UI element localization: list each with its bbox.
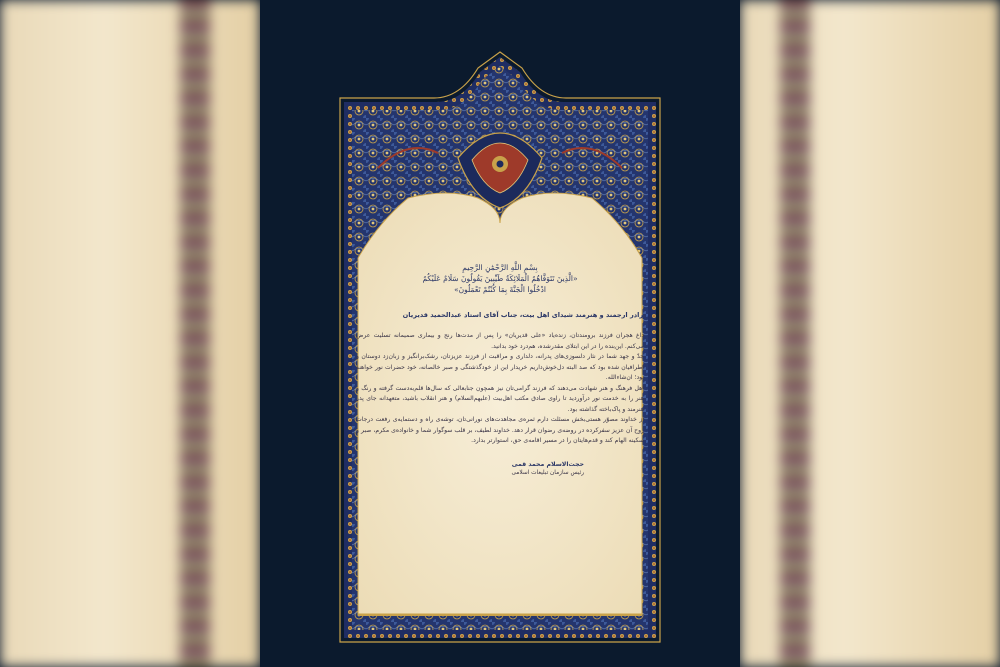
blurred-background-right xyxy=(740,0,1000,667)
basmala-verse xyxy=(350,262,650,295)
signature-title: رئیس سازمان تبلیغات اسلامی xyxy=(511,469,584,476)
addressee: برادر ارجمند و هنرمند شیدای اهل بیت، جناب آقای استاد عبدالحمید قدیریان xyxy=(402,311,646,319)
condolence-letter xyxy=(350,262,650,592)
basmala: بِسْمِ اللَّهِ الرَّحْمَٰنِ الرَّحِيمِ xyxy=(462,263,538,272)
verse-line-1: «الَّذِينَ تَتَوَفَّاهُمُ الْمَلَائِكَةُ طَيِّبِينَ يَقُولُونَ سَلَامٌ عَلَيْكُمُ xyxy=(422,274,578,283)
paragraph-2: جدّ و جهد شما در نثار دلسوزی‌های پدرانه، دلداری و مراقبت از فرزند عزیزتان، رشک‌برانگیز و زبان‌زد دوستان و اطرافیان شده بود که صد البته دل‌خوش‌داریم خریدار این از خودگذشتگی و صبر خالصانه، خود حضرات نور خواهند بود؛ ان‌شاءالله. xyxy=(356,353,644,381)
signature-name: حجت‌الاسلام محمد قمی xyxy=(511,460,584,468)
blurred-background-left xyxy=(0,0,260,667)
paragraph-4: از خداوند مصوّر هستی‌بخش مسئلت دارم ثمره‌ی مجاهدت‌های نورانی‌تان، توشه‌ی راه و دستمایه‌ی رفعت درجات روح آن عزیز سفرکرده در روضه‌ی رضوان قرار دهد. خداوند لطیف، بر قلب سوگوار شما و خانواده‌ی مکرم، صبر و سکینه الهام کند و قدم‌هایتان را در مسیر اقامه‌ی حق، استوارتر بدارد. xyxy=(356,416,644,444)
paragraph-1: داغ هجران فرزند برومندتان، زنده‌یاد «علی قدیریان» را پس از مدت‌ها رنج و بیماری صمیمانه تسلیت عرض می‌کنم. این‌بنده را در این ابتلای مقدرشده، هم‌درد خود بدانید. xyxy=(356,332,644,350)
paragraph-3: اهل فرهنگ و هنر شهادت می‌دهند که فرزند گرامی‌تان نیز همچون جنابعالی که سال‌ها قلم‌به‌دست گرفته و رنگ و هنر را به خدمت نور درآوردید تا راوی صادق مکتب اهل‌بیت (علیهم‌السلام) و هنر انقلاب باشید، متعهدانه جای پدر هنرمند و پاک‌باخته گذاشته بود. xyxy=(356,384,644,413)
verse-line-2: ادْخُلُوا الْجَنَّةَ بِمَا كُنْتُمْ تَعْمَلُونَ» xyxy=(454,285,546,294)
